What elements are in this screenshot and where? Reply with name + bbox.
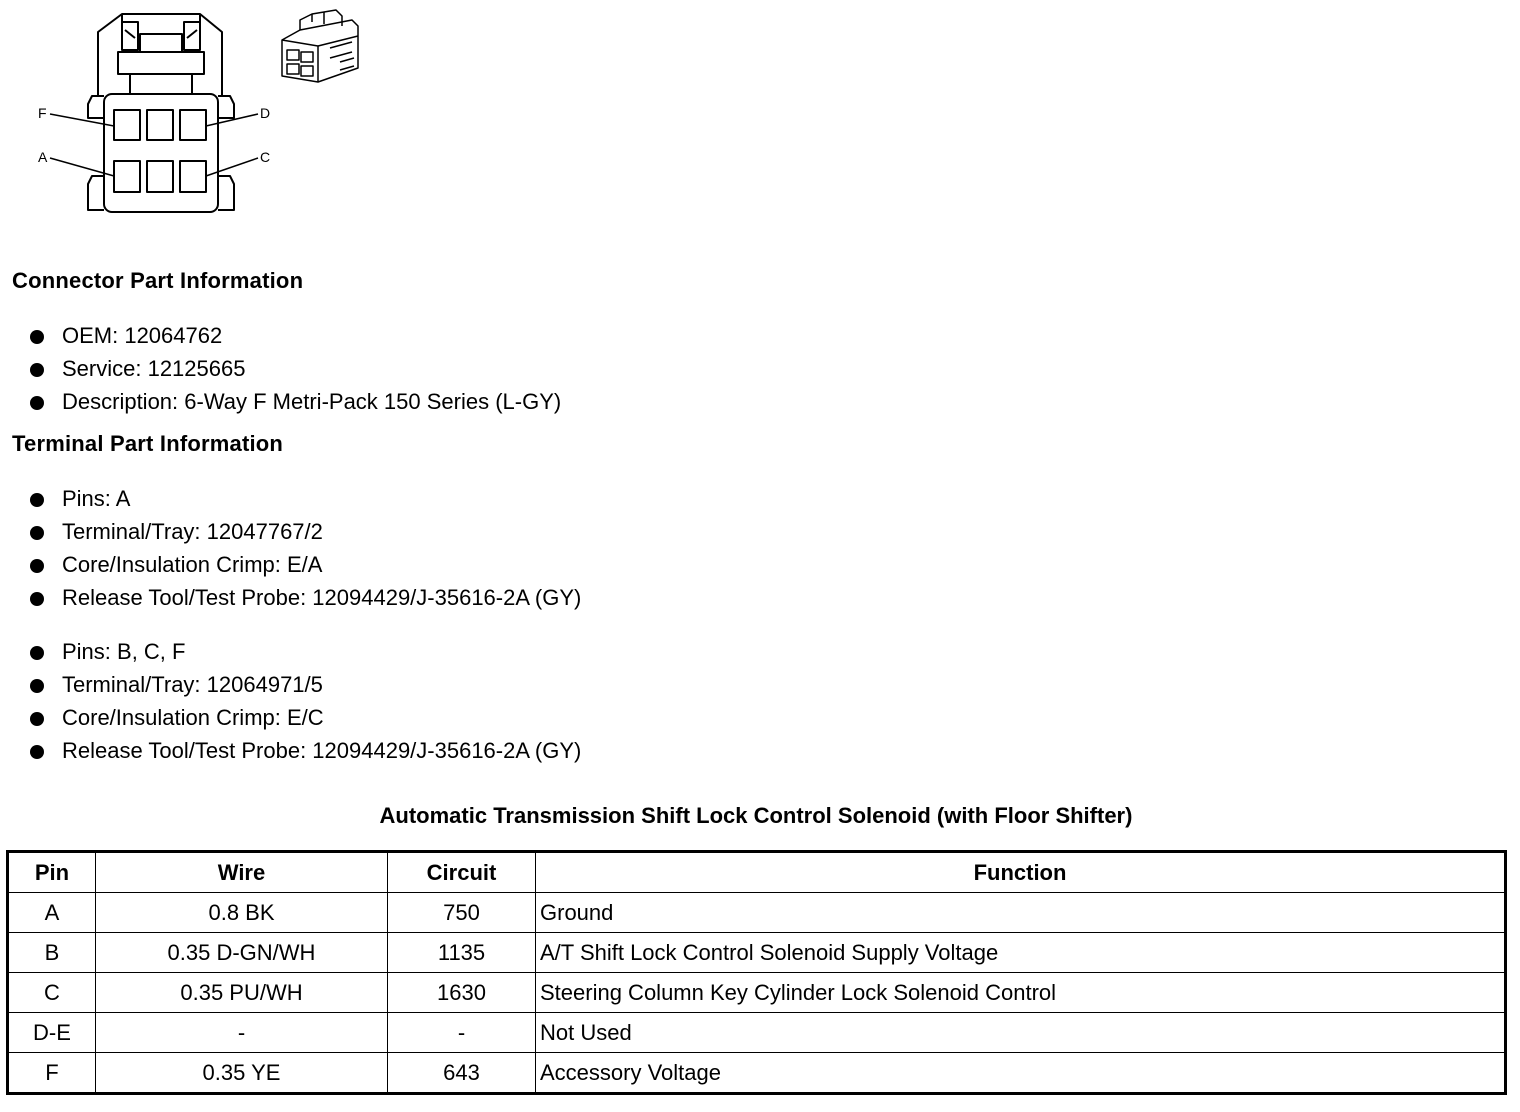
pin-label-f: F <box>38 105 47 121</box>
header-function: Function <box>536 852 1506 893</box>
cell-function: A/T Shift Lock Control Solenoid Supply Voltage <box>536 933 1506 973</box>
table-row <box>8 973 1506 1013</box>
list-item: Terminal/Tray: 12047767/2 <box>28 515 581 548</box>
connector-part-list <box>28 319 561 418</box>
connector-part-heading: Connector Part Information <box>12 268 304 293</box>
bullet-icon <box>30 745 44 759</box>
cell-function: Accessory Voltage <box>536 1053 1506 1094</box>
list-item: Release Tool/Test Probe: 12094429/J-35616-2A (GY) <box>28 581 581 614</box>
cell-wire: 0.8 BK <box>96 893 388 933</box>
cavity-e <box>147 110 173 140</box>
cell-pin: F <box>8 1053 96 1094</box>
table-row <box>8 893 1506 933</box>
pin-label-d: D <box>260 105 271 121</box>
bullet-icon <box>30 712 44 726</box>
terminal-part-heading: Terminal Part Information <box>12 431 284 456</box>
list-item: Pins: B, C, F <box>28 635 581 668</box>
cavity-b <box>147 161 173 192</box>
list-item: OEM: 12064762 <box>28 319 561 352</box>
connector-diagram <box>0 0 380 225</box>
bullet-icon <box>30 526 44 540</box>
pin-leader-lines <box>50 114 258 176</box>
cell-circuit: 1135 <box>388 933 536 973</box>
pin-label-c: C <box>260 149 271 165</box>
list-item: Pins: A <box>28 482 581 515</box>
list-item: Terminal/Tray: 12064971/5 <box>28 668 581 701</box>
header-wire: Wire <box>96 852 388 893</box>
bullet-icon <box>30 592 44 606</box>
list-item: Core/Insulation Crimp: E/C <box>28 701 581 734</box>
pinout-table <box>6 850 1507 1095</box>
bullet-icon <box>30 679 44 693</box>
pin-label-a: A <box>38 149 48 165</box>
table-row <box>8 1013 1506 1053</box>
bullet-icon <box>30 559 44 573</box>
cell-circuit: 750 <box>388 893 536 933</box>
connector-body <box>104 94 218 212</box>
cell-pin: A <box>8 893 96 933</box>
bullet-icon <box>30 330 44 344</box>
table-title: Automatic Transmission Shift Lock Control Solenoid (with Floor Shifter) <box>379 803 1133 828</box>
bullet-icon <box>30 493 44 507</box>
cavity-c <box>180 161 206 192</box>
bullet-icon <box>30 646 44 660</box>
cell-wire: 0.35 D-GN/WH <box>96 933 388 973</box>
cavity-a <box>114 161 140 192</box>
list-item: Description: 6-Way F Metri-Pack 150 Series (L-GY) <box>28 385 561 418</box>
header-pin: Pin <box>8 852 96 893</box>
connector-iso-view <box>282 10 358 82</box>
list-item: Service: 12125665 <box>28 352 561 385</box>
cell-function: Steering Column Key Cylinder Lock Solenoid Control <box>536 973 1506 1013</box>
cell-wire: 0.35 PU/WH <box>96 973 388 1013</box>
pin-cavities <box>114 110 206 192</box>
cell-function: Ground <box>536 893 1506 933</box>
bullet-icon <box>30 396 44 410</box>
table-row <box>8 933 1506 973</box>
cell-function: Not Used <box>536 1013 1506 1053</box>
cell-wire: - <box>96 1013 388 1053</box>
table-header-row <box>8 852 1506 893</box>
cavity-d <box>180 110 206 140</box>
header-circuit: Circuit <box>388 852 536 893</box>
connector-latch <box>98 14 222 96</box>
cell-circuit: - <box>388 1013 536 1053</box>
table-row <box>8 1053 1506 1094</box>
terminal-group-2-list <box>28 635 581 767</box>
list-item: Release Tool/Test Probe: 12094429/J-35616-2A (GY) <box>28 734 581 767</box>
cell-pin: D-E <box>8 1013 96 1053</box>
cell-wire: 0.35 YE <box>96 1053 388 1094</box>
bullet-icon <box>30 363 44 377</box>
cavity-f <box>114 110 140 140</box>
list-item: Core/Insulation Crimp: E/A <box>28 548 581 581</box>
cell-circuit: 1630 <box>388 973 536 1013</box>
cell-pin: C <box>8 973 96 1013</box>
terminal-group-1-list <box>28 482 581 614</box>
cell-circuit: 643 <box>388 1053 536 1094</box>
cell-pin: B <box>8 933 96 973</box>
